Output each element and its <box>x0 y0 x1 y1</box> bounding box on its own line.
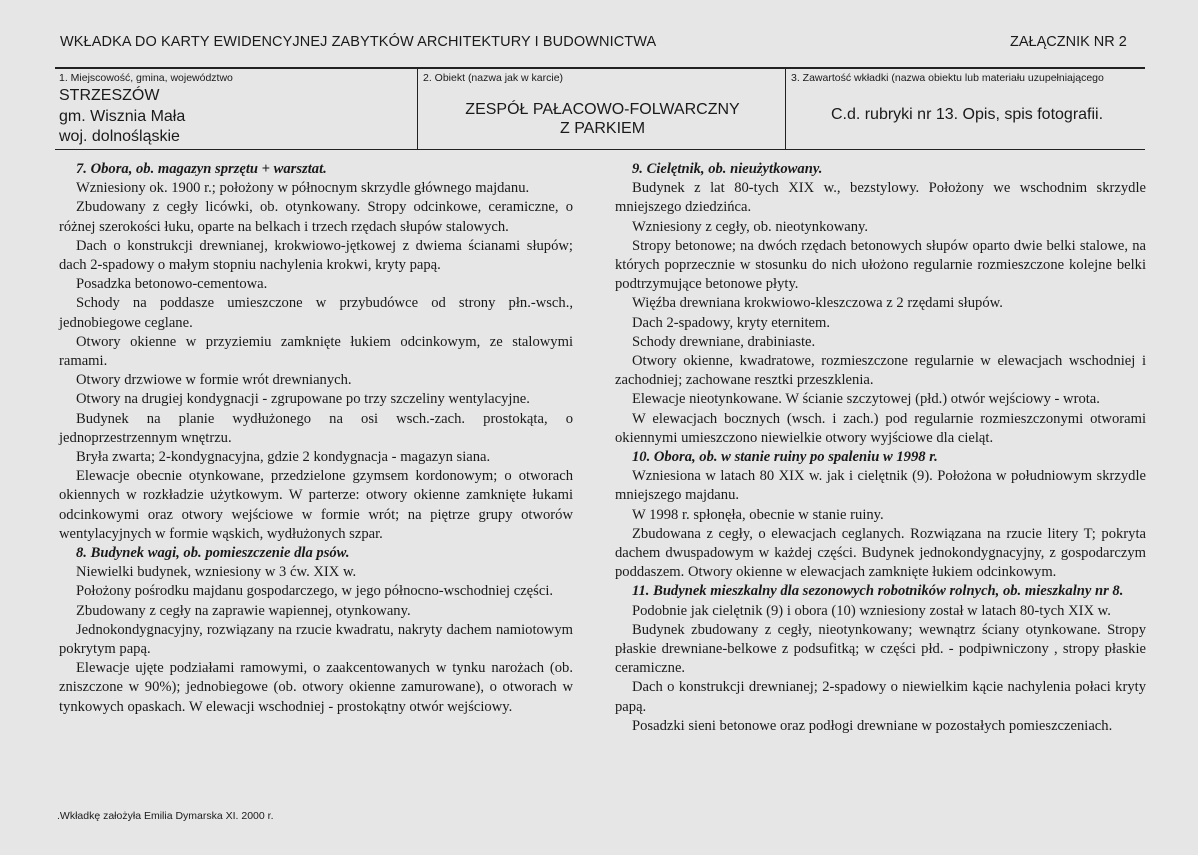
annex-number: ZAŁĄCZNIK NR 2 <box>1010 34 1127 50</box>
section-heading: 8. Budynek wagi, ob. pomieszczenie dla psów. <box>76 545 350 562</box>
paragraph: Posadzka betonowo-cementowa. <box>76 276 268 293</box>
content-label: 3. Zawartość wkładki (nazwa obiektu lub materiału uzupełniającego <box>791 72 1104 84</box>
paragraph: Elewacje nieotynkowane. W ścianie szczytowej (płd.) otwór wejściowy - wrota. <box>632 391 1100 408</box>
paragraph: Położony pośrodku majdanu gospodarczego, w jego północno-wschodniej części. <box>76 583 554 600</box>
location-voivodeship: woj. dolnośląskie <box>59 128 180 145</box>
document-title: WKŁADKA DO KARTY EWIDENCYJNEJ ZABYTKÓW ARCHITEKTURY I BUDOWNICTWA <box>60 34 657 50</box>
object-name-line-2: Z PARKIEM <box>559 120 646 137</box>
paragraph: Otwory na drugiej kondygnacji - zgrupowane po trzy szczeliny wentylacyjne. <box>76 391 530 408</box>
paragraph: W elewacjach bocznych (wsch. i zach.) pod regularnie rozmieszczonymi otworami okiennymi umieszczono niewielkie otwory wyjściowe dla cieląt. <box>615 410 1146 446</box>
header-divider-1 <box>417 67 418 149</box>
paragraph: Dach 2-spadowy, kryty eternitem. <box>632 314 831 331</box>
right-text-column <box>615 160 1146 736</box>
paragraph: Elewacje obecnie otynkowane, przedzielone gzymsem kordonowym; o otworach okiennych w rozkładzie użytkowym. W parterze: otwory okienne zamknięte łukami odcinkowymi oraz otwory wejściowe w formie wrót; na piętrze grupy otworów wentylacyjnych w formie wąskich, wydłużonych szpar. <box>59 468 573 542</box>
paragraph: Budynek na planie wydłużonego na osi wsch.-zach. prostokąta, o jednoprzestrzennym wnętrzu. <box>59 410 573 446</box>
section-heading: 7. Obora, ob. magazyn sprzętu + warsztat. <box>76 161 327 177</box>
paragraph: Zbudowana z cegły, o elewacjach ceglanych. Rozwiązana na rzucie litery T; pokryta dachem dwuspadowym w każdej części. Budynek jednokondygnacyjny, z gospodarczym poddaszem. Otwory okienne w elewacjach zamknięte łukiem odcinkowym. <box>615 525 1146 581</box>
location-commune: gm. Wisznia Mała <box>59 108 186 125</box>
header-divider-2 <box>785 67 786 149</box>
paragraph: Wzniesiony ok. 1900 r.; położony w północnym skrzydle głównego majdanu. <box>76 180 530 197</box>
paragraph: Dach o konstrukcji drewnianej; 2-spadowy o niewielkim kącie nachylenia połaci kryty papą. <box>615 679 1146 715</box>
paragraph: W 1998 r. spłonęła, obecnie w stanie ruiny. <box>632 506 884 523</box>
paragraph: Schody na poddasze umieszczone w przybudówce od strony płn.-wsch., jednobiegowe ceglane. <box>59 295 573 331</box>
paragraph: Otwory okienne, kwadratowe, rozmieszczone regularnie w elewacjach wschodniej i zachodniej; zachowane resztki przeszklenia. <box>615 353 1146 389</box>
paragraph: Zbudowany z cegły na zaprawie wapiennej, otynkowany. <box>76 602 411 619</box>
section-heading: 9. Cielętnik, ob. nieużytkowany. <box>632 161 823 177</box>
paragraph: Więźba drewniana krokwiowo-kleszczowa z 2 rzędami słupów. <box>632 295 1003 312</box>
location-town: STRZESZÓW <box>59 87 160 104</box>
location-label: 1. Miejscowość, gmina, województwo <box>59 72 233 84</box>
paragraph: Zbudowany z cegły licówki, ob. otynkowany. Stropy odcinkowe, ceramiczne, o różnej szerokości łuku, oparte na belkach i trzech rzędach słupów stalowych. <box>59 199 573 235</box>
header-bottom-rule <box>55 149 1145 150</box>
paragraph: Jednokondygnacyjny, rozwiązany na rzucie kwadratu, nakryty dachem namiotowym pokrytym papą. <box>59 621 573 658</box>
left-text-column <box>59 160 573 717</box>
paragraph: Podobnie jak cielętnik (9) i obora (10) wzniesiony został w latach 80-tych XIX w. <box>632 602 1111 619</box>
paragraph: Bryła zwarta; 2-kondygnacyjna, gdzie 2 kondygnacja - magazyn siana. <box>76 449 491 466</box>
section-heading: 10. Obora, ob. w stanie ruiny po spaleniu w 1998 r. <box>632 449 938 466</box>
object-name-line-1: ZESPÓŁ PAŁACOWO-FOLWARCZNY <box>465 101 740 118</box>
paragraph: Budynek z lat 80-tych XIX w., bezstylowy. Położony we wschodnim skrzydle mniejszego dziedzińca. <box>615 180 1146 216</box>
paragraph: Elewacje ujęte podziałami ramowymi, o zaakcentowanych w tynku narożach (ob. zniszczone w 90%); jednobiegowe (ob. otwory okienne zamurowane), o otworach w tynkowych opaskach. W elewacji wschodniej - prostokątny otwór wejściowy. <box>59 660 573 715</box>
section-heading: 11. Budynek mieszkalny dla sezonowych robotników rolnych, ob. mieszkalny nr 8. <box>632 583 1124 600</box>
object-name <box>421 100 784 138</box>
header-top-rule <box>55 67 1145 69</box>
paragraph: Niewielki budynek, wzniesiony w 3 ćw. XIX w. <box>76 564 357 581</box>
paragraph: Wzniesiony z cegły, ob. nieotynkowany. <box>632 218 869 235</box>
paragraph: Budynek zbudowany z cegły, nieotynkowany; wewnątrz ściany otynkowane. Stropy płaskie drewniane-belkowe z podsufitką; w części płd. - podpiwniczony , stropy płaskie ceramiczne. <box>615 621 1146 677</box>
paragraph: Schody drewniane, drabiniaste. <box>632 333 816 350</box>
paragraph: Dach o konstrukcji drewnianej, krokwiowo-jętkowej z dwiema ścianami słupów; dach 2-spadowy o małym stopniu nachylenia krokwi, kryty papą. <box>59 237 573 274</box>
paragraph: Wzniesiona w latach 80 XIX w. jak i cielętnik (9). Położona w południowym skrzydle mniejszego majdanu. <box>615 468 1146 504</box>
object-label: 2. Obiekt (nazwa jak w karcie) <box>423 72 564 84</box>
content-value: C.d. rubryki nr 13. Opis, spis fotografii. <box>830 106 1104 123</box>
paragraph: Posadzki sieni betonowe oraz podłogi drewniane w pozostałych pomieszczeniach. <box>632 717 1113 734</box>
paragraph: Otwory okienne w przyziemiu zamknięte łukiem odcinkowym, ze stalowymi ramami. <box>59 333 573 370</box>
paragraph: Otwory drzwiowe w formie wrót drewnianych. <box>76 372 352 389</box>
footer-note: .Wkładkę założyła Emilia Dymarska XI. 2000 r. <box>57 810 274 822</box>
paragraph: Stropy betonowe; na dwóch rzędach betonowych słupów oparto dwie belki stalowe, na których poprzecznie w stosunku do nich ułożono regularnie rozmieszczone kolejne belki podtrzymujące betonowe płyty. <box>615 237 1146 293</box>
